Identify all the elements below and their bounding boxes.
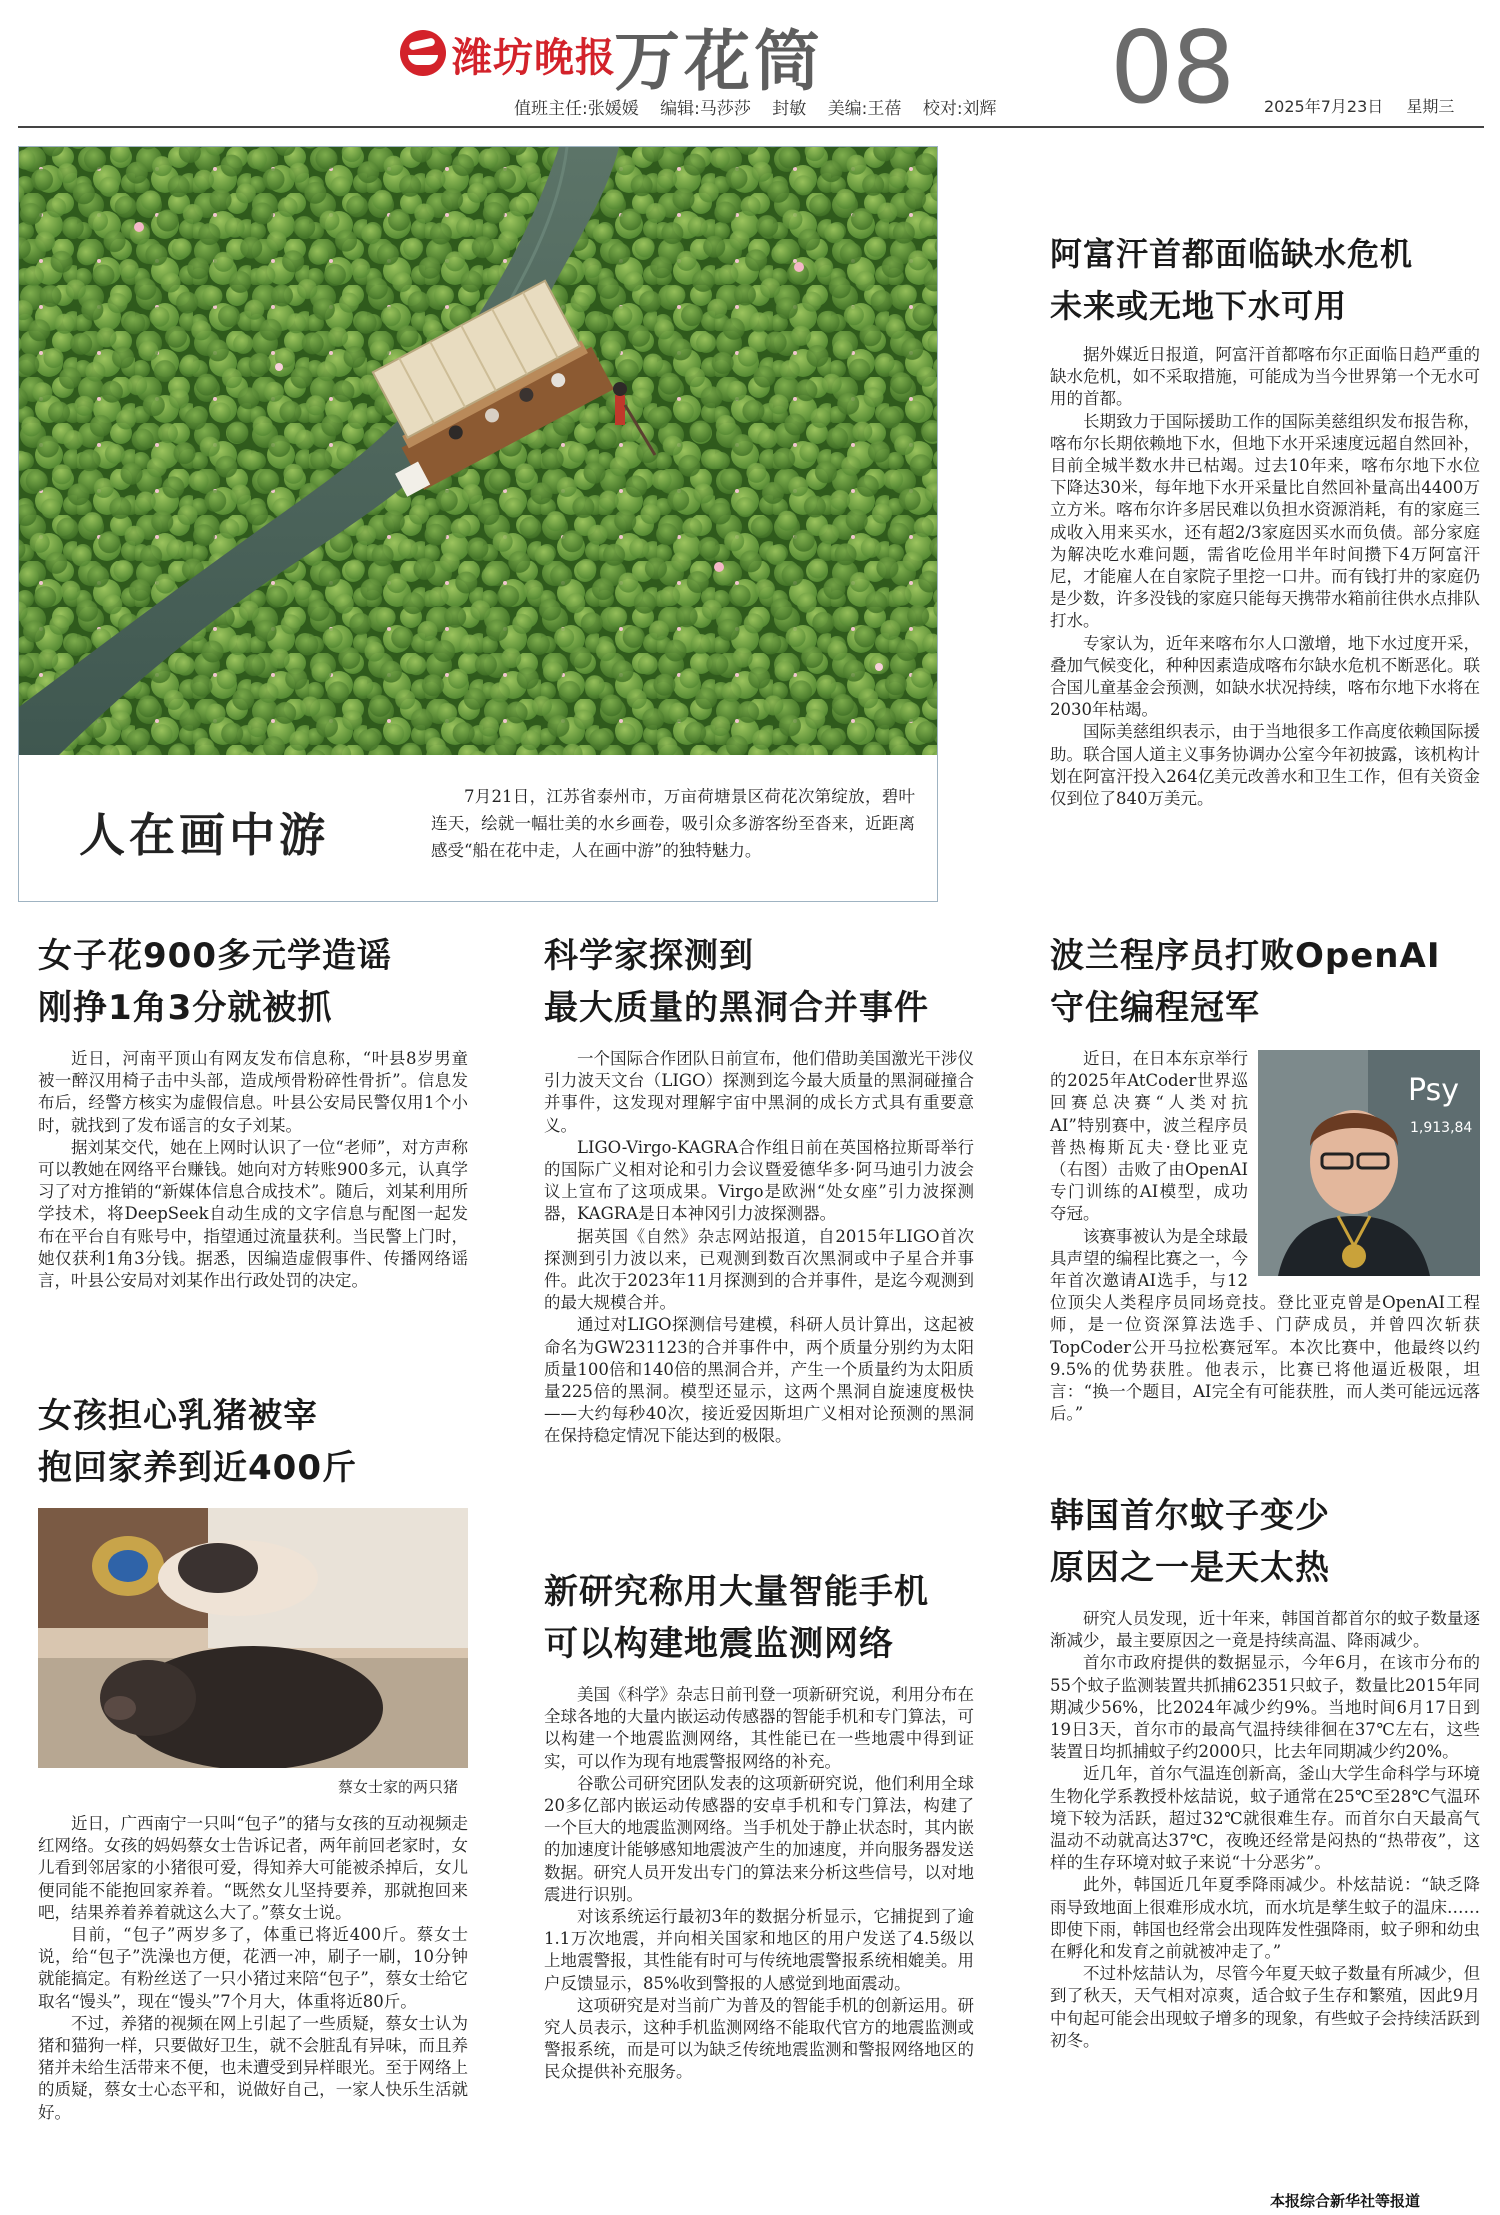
paragraph: 近日，广西南宁一只叫“包子”的猪与女孩的互动视频走红网络。女孩的妈妈蔡女士告诉记者，两年前回老家时，女儿看到邻居家的小猪很可爱，得知养大可能被杀掉后，女儿便同能不能抱回家养着。“既然女儿坚持要养，那就抱回来吧，结果养着养着就这么大了。”蔡女士说。 xyxy=(38,1814,468,1922)
headline-line-2: 抱回家养到近400斤 xyxy=(38,1448,357,1488)
headline xyxy=(1050,930,1480,1034)
headline-line-2: 最大质量的黑洞合并事件 xyxy=(544,988,929,1028)
article-body xyxy=(38,1048,468,1292)
pig-photo-figure xyxy=(38,1508,468,1797)
headline xyxy=(1050,1490,1480,1594)
issue-date xyxy=(1264,94,1472,117)
headline-line-2: 守住编程冠军 xyxy=(1050,988,1260,1028)
editor-2: 封敏 xyxy=(772,99,807,119)
headline xyxy=(544,1566,974,1670)
headline-line-1: 新研究称用大量智能手机 xyxy=(544,1572,929,1612)
article-body xyxy=(544,1048,974,1448)
article-kabul-water xyxy=(1050,228,1480,810)
lotus-pond-photo xyxy=(19,147,937,755)
photo-screen-text: Psy xyxy=(1408,1073,1459,1108)
paragraph: 据英国《自然》杂志网站报道，自2015年LIGO首次探测到引力波以来，已观测到数百次黑洞或中子星合并事件。此次于2023年11月探测到的合并事件，是迄今观测到的最大规模合并。 xyxy=(544,1226,974,1313)
paragraph: 一个国际合作团队日前宣布，他们借助美国激光干涉仪引力波天文台（LIGO）探测到迄今最大质量的黑洞碰撞合并事件，这发现对理解宇宙中黑洞的成长方式具有重要意义。 xyxy=(544,1049,974,1135)
article-pet-pig xyxy=(38,1390,468,2124)
article-rumor-arrest xyxy=(38,930,468,1292)
paragraph: 近日，在日本东京举行的2025年AtCoder世界巡回赛总决赛“人类对抗AI”特别赛中，波兰程序员普热梅斯瓦夫·登比亚克（右图）击败了由OpenAI专门训练的AI模型，成功夺冠。 xyxy=(1050,1049,1248,1224)
article-black-hole-merger xyxy=(544,930,974,1448)
paragraph: 长期致力于国际援助工作的国际美慈组织发布报告称，喀布尔长期依赖地下水，但地下水开采速度远超自然回补，目前全城半数水井已枯竭。过去10年来，喀布尔地下水位下降达30米，每年地下水开采量比自然回补量高出4400万立方米。喀布尔许多居民难以负担水资源消耗，有的家庭三成收入用来买水，还有超2/3家庭因买水而负债。部分家庭为解决吃水难问题，需省吃俭用半年时间攒下4万阿富汗尼，才能雇人在自家院子里挖一口井。而有钱打井的家庭仍是少数，许多没钱的家庭只能每天携带水箱前往供水点排队打水。 xyxy=(1050,411,1480,631)
article-programmer-vs-openai xyxy=(1050,930,1480,1425)
art-editor: 美编:王蓓 xyxy=(827,99,902,119)
article-body xyxy=(1050,1608,1480,2052)
masthead xyxy=(0,0,1500,128)
paragraph: 国际美慈组织表示，由于当地很多工作高度依赖国际援助。联合国人道主义事务协调办公室今年初披露，该机构计划在阿富汗投入264亿美元改善水和卫生工作，但有关资金仅到位了840万美元。 xyxy=(1050,722,1480,809)
paragraph: 不过，养猪的视频在网上引起了一些质疑，蔡女士认为猪和猫狗一样，只要做好卫生，就不会脏乱有异味，而且养猪并未给生活带来不便，也未遭受到异样眼光。至于网络上的质疑，蔡女士心态平和，说做好自己，一家人快乐生活就好。 xyxy=(38,2013,468,2122)
headline-line-1: 波兰程序员打败OpenAI xyxy=(1050,936,1441,976)
headline-line-1: 科学家探测到 xyxy=(544,936,754,976)
paragraph: 据外媒近日报道，阿富汗首都喀布尔正面临日趋严重的缺水危机，如不采取措施，可能成为当今世界第一个无水可用的首都。 xyxy=(1050,345,1480,409)
pigs-photo xyxy=(38,1508,468,1768)
headline xyxy=(38,930,468,1034)
article-body xyxy=(38,1813,468,2124)
paragraph: 近几年，首尔气温连创新高，釜山大学生命科学与环境生物化学系教授朴炫喆说，蚊子通常在25℃至28℃气温环境下较为活跃，超过32℃就很难生存。而首尔白天最高气温动不动就高达37℃，夜晚还经常是闷热的“热带夜”，这样的生存环境对蚊子来说“十分恶劣”。 xyxy=(1050,1764,1480,1873)
date: 2025年7月23日 xyxy=(1264,97,1384,116)
paragraph: 近日，河南平顶山有网友发布信息称，“叶县8岁男童被一醉汉用椅子击中头部，造成颅骨粉碎性骨折”。信息发布后，经警方核实为虚假信息。叶县公安局民警仅用1个小时，就找到了发布谣言的女子刘某。 xyxy=(38,1049,468,1135)
editor-credits xyxy=(514,94,1013,119)
paragraph: 该赛事被认为是全球最具声望的编程比赛之一，今年首次邀请AI选手，与12位顶尖人类程序员同场竞技。登比亚克曾是OpenAI工程师，是一位资深算法选手、门萨成员，并曾四次斩获TopCoder公开马拉松赛冠军。本次比赛中，他最终以约9.5%的优势获胜。他表示，比赛已将他逼近极限，坦言：“换一个题目，AI完全有可能获胜，而人类可能远远落后。” xyxy=(1050,1226,1480,1424)
article-body xyxy=(1050,1048,1480,1425)
editor: 编辑:马莎莎 xyxy=(660,99,751,119)
headline-line-2: 未来或无地下水可用 xyxy=(1050,287,1348,325)
headline-line-1: 阿富汗首都面临缺水危机 xyxy=(1050,235,1414,273)
paragraph: 对该系统运行最初3年的数据分析显示，它捕捉到了逾1.1万次地震，并向相关国家和地区的用户发送了4.5级以上地震警报，其性能有时可与传统地震警报系统相媲美。用户反馈显示，85%收到警报的人感觉到地面震动。 xyxy=(544,1907,974,1993)
headline-line-1: 韩国首尔蚊子变少 xyxy=(1050,1496,1330,1536)
photo-caption: 蔡女士家的两只猪 xyxy=(337,1778,458,1796)
headline-line-2: 刚挣1角3分就被抓 xyxy=(38,988,333,1028)
masthead-divider xyxy=(18,126,1484,128)
feature-caption: 7月21日，江苏省泰州市，万亩荷塘景区荷花次第绽放，碧叶连天，绘就一幅壮美的水乡画卷，吸引众多游客纷至沓来，近距离感受“船在花中走，人在画中游”的独特魅力。 xyxy=(431,787,915,860)
paragraph: 不过朴炫喆认为，尽管今年夏天蚊子数量有所减少，但到了秋天，天气相对凉爽，适合蚊子生存和繁殖，因此9月中旬起可能会出现蚊子增多的现象，有些蚊子会持续活跃到初冬。 xyxy=(1050,1964,1480,2050)
headline-line-2: 可以构建地震监测网络 xyxy=(544,1624,894,1664)
headline xyxy=(1050,228,1480,332)
paragraph: 谷歌公司研究团队发表的这项新研究说，他们利用全球20多亿部内嵌运动传感器的安卓手机和专门算法，构建了一个巨大的地震监测网络。当手机处于静止状态时，其内嵌的加速度计能够感知地震波产生的加速度，并向服务器发送数据。研究人员开发出专门的算法来分析这些信号，以对地震进行识别。 xyxy=(544,1773,974,1904)
headline xyxy=(38,1390,468,1494)
article-body xyxy=(544,1684,974,2084)
source-credit: 本报综合新华社等报道 xyxy=(1270,2192,1421,2210)
newspaper-name: 潍坊晚报 xyxy=(452,35,616,81)
headline-line-2: 原因之一是天太热 xyxy=(1050,1548,1330,1588)
weekday: 星期三 xyxy=(1406,97,1455,116)
feature-title: 人在画中游 xyxy=(79,808,329,862)
article-phone-quake-network xyxy=(544,1566,974,2084)
section-title: 万花筒 xyxy=(614,22,824,100)
paragraph: 专家认为，近年来喀布尔人口激增，地下水过度开采，叠加气候变化，种种因素造成喀布尔缺水危机不断恶化。联合国儿童基金会预测，如缺水状况持续，喀布尔地下水将在2030年枯竭。 xyxy=(1050,633,1480,720)
headline-line-1: 女子花900多元学造谣 xyxy=(38,936,392,976)
duty-editor: 值班主任:张媛媛 xyxy=(514,99,639,119)
proofreader: 校对:刘辉 xyxy=(922,99,997,119)
photo-caption-box xyxy=(19,755,937,901)
page-number: 08 xyxy=(1110,9,1234,126)
headline xyxy=(544,930,974,1034)
paragraph: LIGO-Virgo-KAGRA合作组日前在英国格拉斯哥举行的国际广义相对论和引力会议暨爱德华多·阿马迪引力波会议上宣布了这项成果。Virgo是欧洲“处女座”引力波探测器，KAGRA是日本神冈引力波探测器。 xyxy=(544,1137,974,1224)
photo-screen-counter: 1,913,84 xyxy=(1410,1120,1473,1136)
paragraph: 美国《科学》杂志日前刊登一项新研究说，利用分布在全球各地的大量内嵌运动传感器的智能手机和专门算法，可以构建一个地震监测网络，其性能已在一些地震中得到证实，可以作为现有地震警报网络的补充。 xyxy=(544,1685,974,1771)
article-seoul-mosquitoes xyxy=(1050,1490,1480,2052)
paragraph: 通过对LIGO探测信号建模，科研人员计算出，这起被命名为GW231123的合并事件中，两个质量分别约为太阳质量100倍和140倍的黑洞合并，产生一个质量约为太阳质量225倍的黑洞。模型还显示，这两个黑洞自旋速度极快——大约每秒40次，接近爱因斯坦广义相对论预测的黑洞在保持稳定情况下能达到的极限。 xyxy=(544,1315,974,1446)
newspaper-logo-icon xyxy=(400,30,446,76)
paragraph: 这项研究是对当前广为普及的智能手机的创新运用。研究人员表示，这种手机监测网络不能取代官方的地震监测或警报系统，而是可以为缺乏传统地震监测和警报网络地区的民众提供补充服务。 xyxy=(544,1995,974,2082)
paragraph: 据刘某交代，她在上网时认识了一位“老师”，对方声称可以教她在网络平台赚钱。她向对方转账900多元，认真学习了对方推销的“新媒体信息合成技术”。随后，刘某利用所学技术，将DeepSeek自动生成的文字信息与配图一起发布在平台自有账号中，指望通过流量获利。当民警上门时，她仅获利1角3分钱。据悉，因编造虚假事件、传播网络谣言，叶县公安局对刘某作出行政处罚的决定。 xyxy=(38,1137,468,1291)
article-body xyxy=(1050,344,1480,810)
paragraph: 研究人员发现，近十年来，韩国首都首尔的蚊子数量逐渐减少，最主要原因之一竟是持续高温、降雨减少。 xyxy=(1050,1609,1480,1651)
programmer-photo xyxy=(1258,1050,1480,1276)
paragraph: 此外，韩国近几年夏季降雨减少。朴炫喆说：“缺乏降雨导致地面上很难形成水坑，而水坑是孳生蚊子的温床……即使下雨，韩国也经常会出现阵发性强降雨，蚊子卵和幼虫在孵化和发育之前就被冲走了。” xyxy=(1050,1875,1480,1962)
paragraph: 首尔市政府提供的数据显示，今年6月，在该市分布的55个蚊子监测装置共抓捕62351只蚊子，数量比2015年同期减少56%，比2024年减少约9%。当地时间6月17日到19日3天，首尔市的最高气温持续徘徊在37℃左右，这些装置日均抓捕蚊子约2000只，比去年同期减少约20%。 xyxy=(1050,1653,1480,1762)
paragraph: 目前，“包子”两岁多了，体重已将近400斤。蔡女士说，给“包子”洗澡也方便，花洒一冲，刷子一刷，10分钟就能搞定。有粉丝送了一只小猪过来陪“包子”，蔡女士给它取名“馒头”，现在“馒头”7个月大，体重将近80斤。 xyxy=(38,1925,468,2011)
photo-feature xyxy=(18,146,938,902)
headline-line-1: 女孩担心乳猪被宰 xyxy=(38,1396,318,1436)
